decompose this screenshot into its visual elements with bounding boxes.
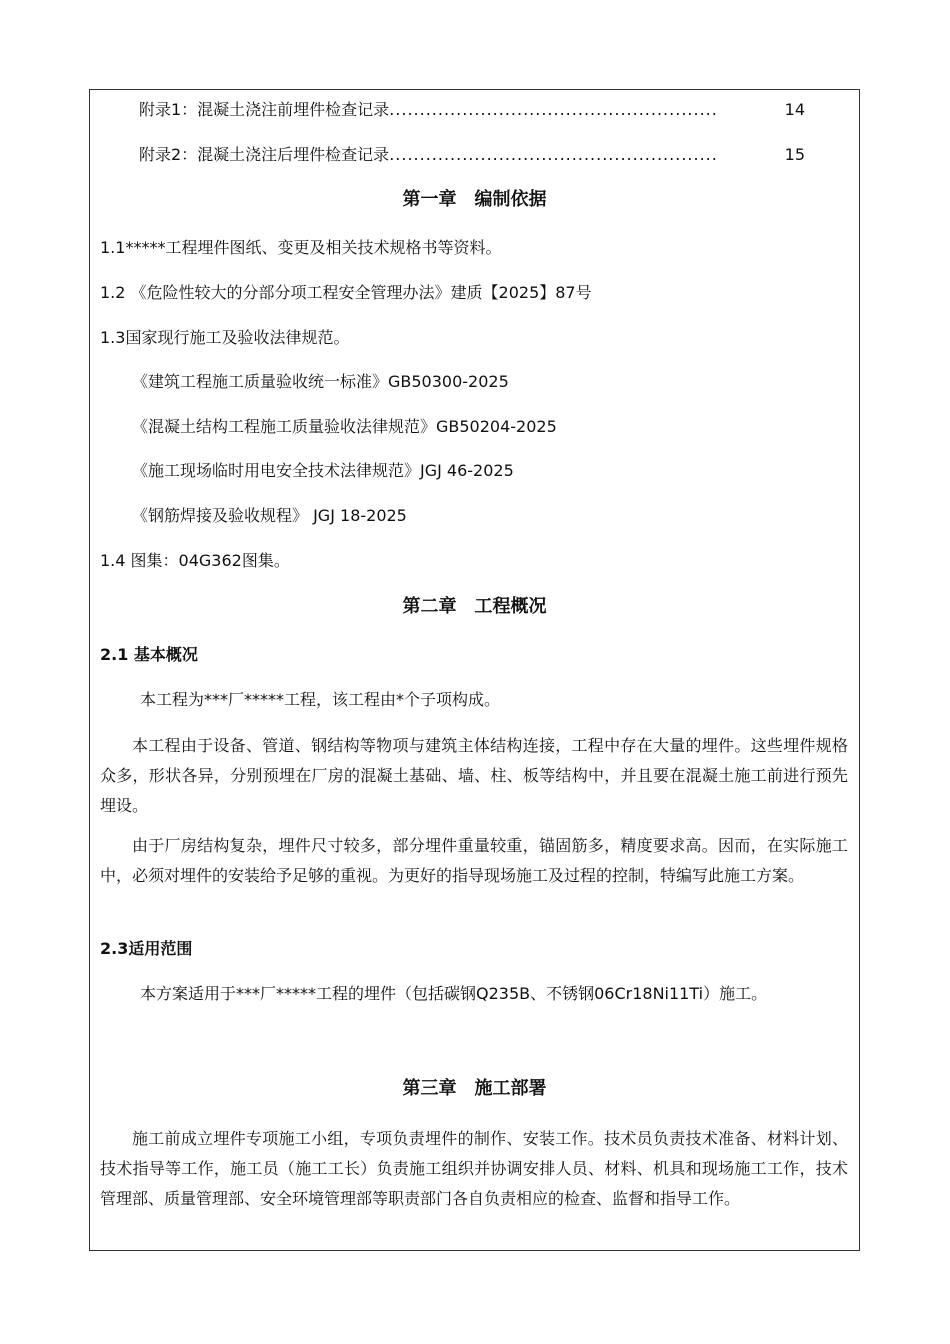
toc-page-number: 14 bbox=[784, 100, 805, 119]
section-2-1-title: 2.1 基本概况 bbox=[100, 645, 198, 664]
toc-leader: ...................................................... bbox=[389, 145, 718, 164]
basis-item-1-2: 1.2 《危险性较大的分部分项工程安全管理办法》建质【2025】87号 bbox=[100, 283, 592, 302]
paragraph-3-1: 施工前成立埋件专项施工小组，专项负责埋件的制作、安装工作。技术员负责技术准备、材料计划、技术指导等工作，施工员（施工工长）负责施工组织并协调安排人员、材料、机具和现场施工工作，技术管理部、质量管理部、安全环境管理部等职责部门各自负责相应的检查、监督和指导工作。 bbox=[100, 1129, 848, 1208]
toc-leader: ...................................................... bbox=[389, 100, 718, 119]
toc-label: 附录2：混凝土浇注后埋件检查记录 bbox=[139, 145, 390, 164]
standard-jgj18: 《钢筋焊接及验收规程》 JGJ 18-2025 bbox=[132, 506, 407, 525]
basis-item-1-1: 1.1*****工程埋件图纸、变更及相关技术规格书等资料。 bbox=[100, 238, 502, 257]
paragraph-2-1-b: 本工程由于设备、管道、钢结构等物项与建筑主体结构连接，工程中存在大量的埋件。这些埋件规格众多，形状各异，分别预埋在厂房的混凝土基础、墙、柱、板等结构中，并且要在混凝土施工前进行预先埋设。 bbox=[100, 736, 848, 815]
chapter-3-title: 第三章 施工部署 bbox=[402, 1078, 547, 1099]
toc-entry-appendix-2[interactable] bbox=[139, 143, 805, 167]
chapter-1-title: 第一章 编制依据 bbox=[402, 189, 547, 210]
section-2-3-title: 2.3适用范围 bbox=[100, 939, 193, 958]
paragraph-2-1-c: 由于厂房结构复杂，埋件尺寸较多，部分埋件重量较重，锚固筋多，精度要求高。因而，在实际施工中，必须对埋件的安装给予足够的重视。为更好的指导现场施工及过程的控制，特编写此施工方案。 bbox=[100, 836, 848, 885]
basis-item-1-3: 1.3国家现行施工及验收法律规范。 bbox=[100, 328, 350, 347]
toc-page-number: 15 bbox=[784, 145, 805, 164]
standard-jgj46: 《施工现场临时用电安全技术法律规范》JGJ 46-2025 bbox=[132, 461, 514, 480]
standard-gb50204: 《混凝土结构工程施工质量验收法律规范》GB50204-2025 bbox=[132, 417, 557, 436]
basis-item-1-4: 1.4 图集：04G362图集。 bbox=[100, 551, 290, 570]
toc-entry-appendix-1[interactable] bbox=[139, 98, 805, 122]
toc-label: 附录1：混凝土浇注前埋件检查记录 bbox=[139, 100, 390, 119]
paragraph-2-3: 本方案适用于***厂*****工程的埋件（包括碳钢Q235B、不锈钢06Cr18Ni11Ti）施工。 bbox=[140, 984, 768, 1003]
chapter-2-title: 第二章 工程概况 bbox=[402, 596, 547, 617]
paragraph-2-1-a: 本工程为***厂*****工程，该工程由*个子项构成。 bbox=[140, 690, 501, 709]
standard-gb50300: 《建筑工程施工质量验收统一标准》GB50300-2025 bbox=[132, 372, 509, 391]
